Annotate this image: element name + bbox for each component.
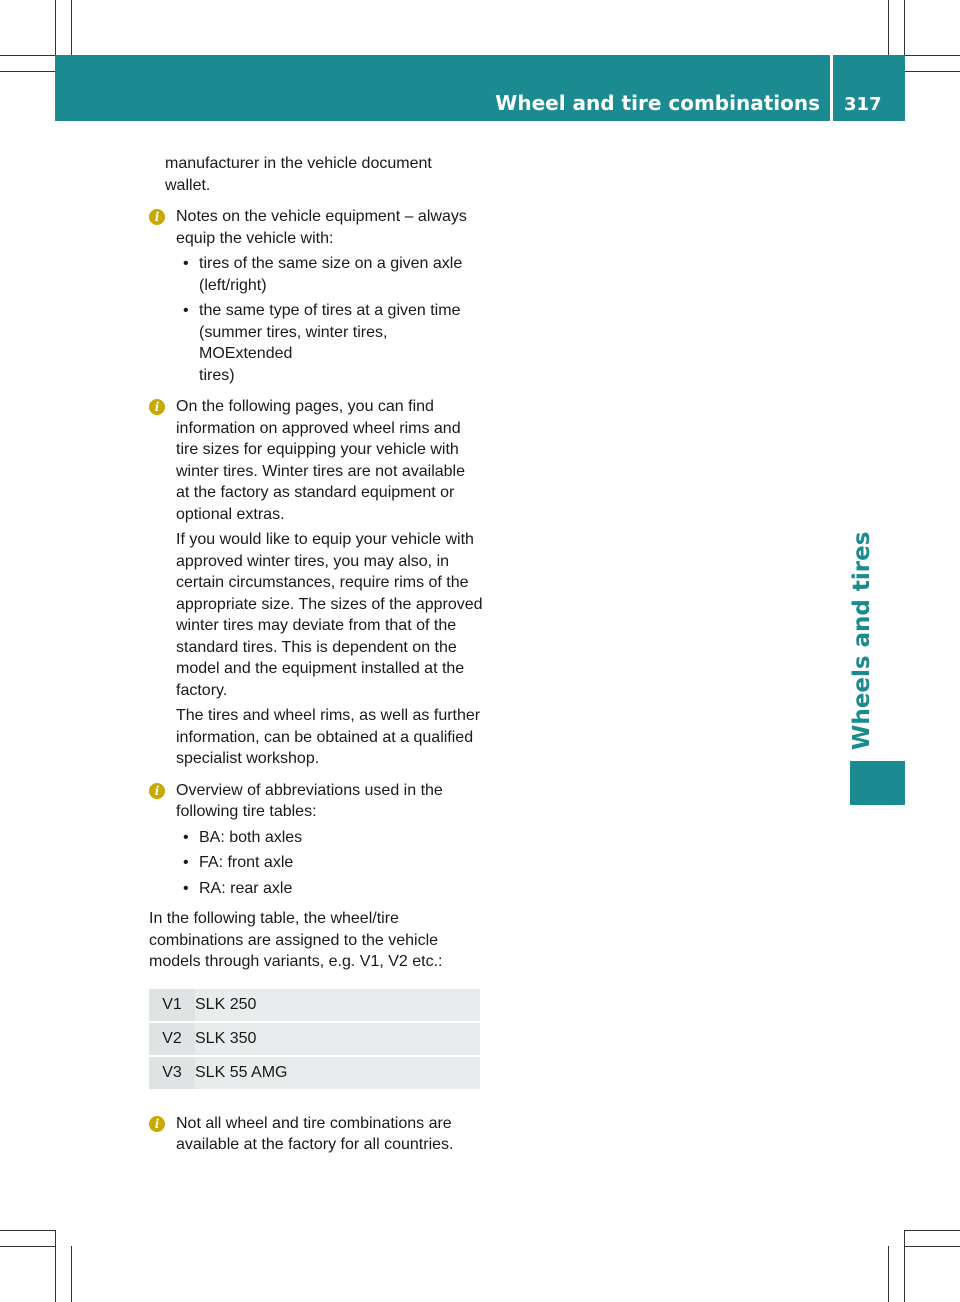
crop-mark bbox=[71, 0, 72, 56]
paragraph bbox=[176, 529, 484, 701]
crop-mark bbox=[71, 1246, 72, 1302]
crop-mark bbox=[0, 71, 56, 72]
info-icon: i bbox=[149, 209, 165, 225]
variant-model: SLK 250 bbox=[195, 989, 480, 1022]
list-item bbox=[183, 300, 484, 386]
variant-code: V3 bbox=[149, 1056, 195, 1090]
text-line: tire sizes for equipping your vehicle with bbox=[176, 441, 459, 458]
text-line: model and the equipment installed at the bbox=[176, 660, 465, 677]
crop-mark bbox=[888, 1246, 889, 1302]
text-line: Notes on the vehicle equipment – always bbox=[176, 208, 467, 225]
side-tab-label: Wheels and tires bbox=[849, 531, 875, 750]
text-line: available at the factory for all countries. bbox=[176, 1136, 454, 1153]
paragraph bbox=[176, 705, 484, 770]
page-title: Wheel and tire combinations bbox=[495, 91, 820, 115]
note-vehicle-equipment bbox=[149, 206, 484, 386]
abbreviation-list bbox=[165, 827, 484, 900]
text-line: winter tires may deviate from that of the bbox=[176, 617, 457, 634]
text-line: certain circumstances, require rims of the bbox=[176, 574, 469, 591]
variant-model: SLK 350 bbox=[195, 1022, 480, 1056]
main-content bbox=[149, 153, 484, 1156]
text-line: models through variants, e.g. V1, V2 etc.: bbox=[149, 953, 443, 970]
list-item: • FA: front axle bbox=[183, 852, 484, 874]
crop-mark bbox=[55, 1230, 56, 1302]
text-line: (left/right) bbox=[199, 276, 267, 294]
text-line: (summer tires, winter tires, MOExtended bbox=[199, 323, 388, 362]
header-divider bbox=[830, 55, 833, 121]
crop-mark bbox=[904, 1230, 960, 1231]
crop-mark bbox=[0, 1230, 56, 1231]
table-intro bbox=[149, 908, 484, 973]
text-line: following tire tables: bbox=[176, 803, 317, 820]
text-line: specialist workshop. bbox=[176, 750, 320, 767]
text-line: factory. bbox=[176, 681, 228, 699]
list-item: • BA: both axles bbox=[183, 827, 484, 849]
text-line: Overview of abbreviations used in the bbox=[176, 781, 443, 799]
info-icon: i bbox=[149, 399, 165, 415]
list-item bbox=[183, 253, 484, 296]
equipment-list bbox=[165, 253, 484, 386]
info-icon: i bbox=[149, 1116, 165, 1132]
text-line: On the following pages, you can find bbox=[176, 398, 434, 415]
crop-mark bbox=[0, 1246, 56, 1247]
text-line: wallet. bbox=[165, 176, 211, 194]
note-abbreviations bbox=[149, 780, 484, 900]
table-row bbox=[149, 989, 480, 1022]
text-line: information, can be obtained at a qualified bbox=[176, 728, 474, 746]
note-availability bbox=[149, 1113, 484, 1156]
side-tab-marker bbox=[850, 761, 905, 805]
variant-code: V1 bbox=[149, 989, 195, 1022]
text-line: optional extras. bbox=[176, 505, 285, 523]
crop-mark bbox=[904, 1230, 905, 1302]
variant-table bbox=[149, 989, 480, 1091]
table-row bbox=[149, 1056, 480, 1090]
crop-mark bbox=[904, 71, 960, 72]
variant-model: SLK 55 AMG bbox=[195, 1056, 480, 1090]
paragraph bbox=[176, 396, 484, 525]
page-number: 317 bbox=[844, 94, 882, 115]
crop-mark bbox=[904, 55, 960, 56]
note-winter-tires bbox=[149, 396, 484, 770]
text-line: approved winter tires, you may also, in bbox=[176, 552, 450, 570]
text-line: appropriate size. The sizes of the approved bbox=[176, 595, 483, 613]
crop-mark bbox=[0, 55, 56, 56]
text-line: combinations are assigned to the vehicle bbox=[149, 931, 439, 949]
text-line: information on approved wheel rims and bbox=[176, 419, 461, 437]
text-line: manufacturer in the vehicle document bbox=[165, 155, 432, 172]
text-line: standard tires. This is dependent on the bbox=[176, 638, 457, 656]
text-line: at the factory as standard equipment or bbox=[176, 484, 455, 501]
crop-mark bbox=[888, 0, 889, 56]
text-line: The tires and wheel rims, as well as further bbox=[176, 707, 481, 724]
text-line: • the same type of tires at a given time bbox=[199, 302, 461, 319]
text-line: equip the vehicle with: bbox=[176, 229, 334, 247]
crop-mark bbox=[904, 1246, 960, 1247]
text-line: • tires of the same size on a given axle bbox=[199, 255, 463, 272]
text-line: If you would like to equip your vehicle with bbox=[176, 531, 474, 548]
intro-continuation bbox=[149, 153, 484, 196]
list-item: • RA: rear axle bbox=[183, 878, 484, 900]
text-line: winter tires. Winter tires are not available bbox=[176, 462, 465, 480]
table-row bbox=[149, 1022, 480, 1056]
text-line: In the following table, the wheel/tire bbox=[149, 910, 399, 927]
text-line: tires) bbox=[199, 366, 235, 384]
text-line: Not all wheel and tire combinations are bbox=[176, 1114, 452, 1132]
info-icon: i bbox=[149, 783, 165, 799]
variant-code: V2 bbox=[149, 1022, 195, 1056]
